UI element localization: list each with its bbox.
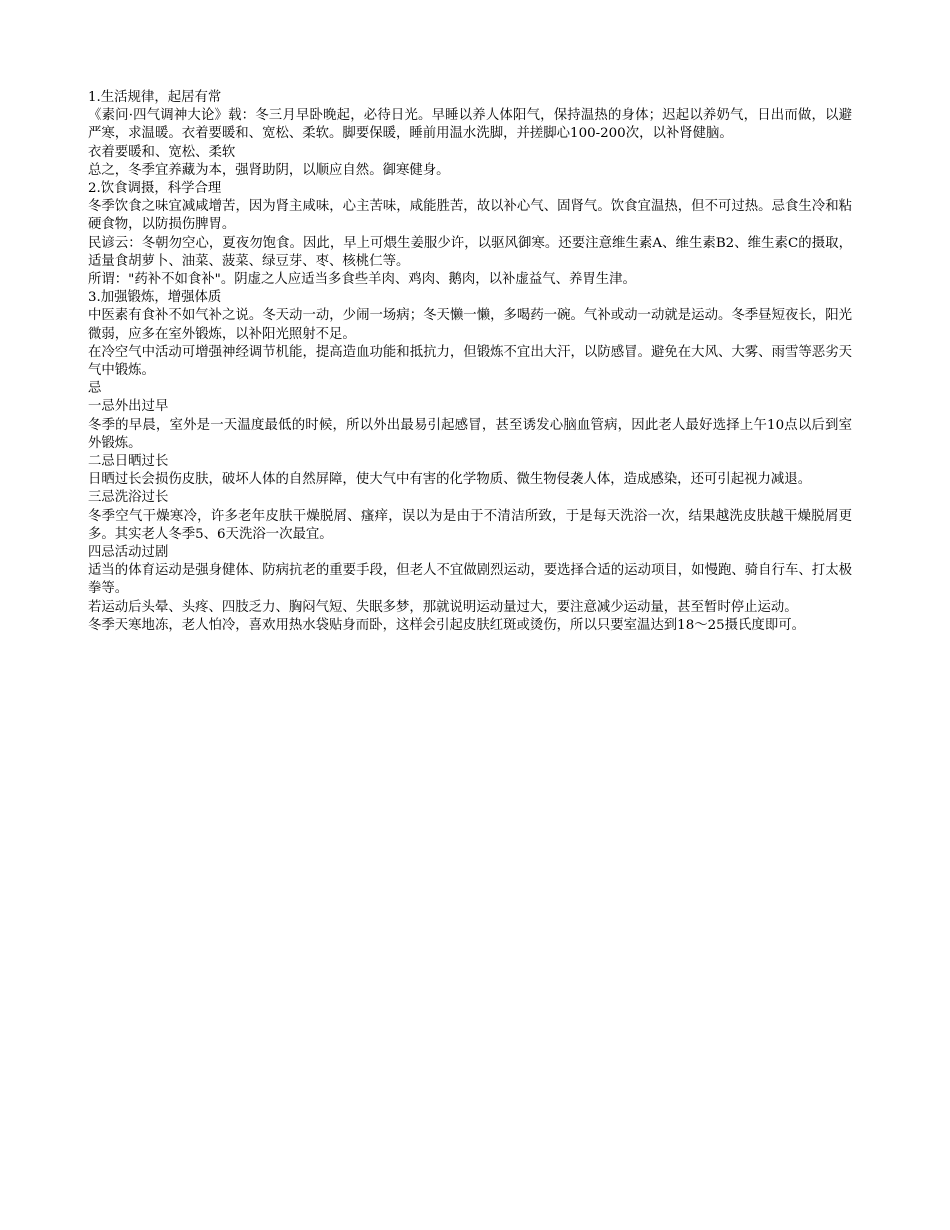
paragraph-taboo-2: 日晒过长会损伤皮肤，破坏人体的自然屏障，使大气中有害的化学物质、微生物侵袭人体，造成感染，还可引起视力减退。 (88, 472, 812, 488)
heading-taboos: 忌 (88, 381, 102, 397)
paragraph-taboo-4b: 若运动后头晕、头疼、四肢乏力、胸闷气短、失眠多梦，那就说明运动量过大，要注意减少运动量，甚至暂时停止运动。 (88, 599, 798, 615)
heading-lifestyle: 1.生活规律，起居有常 (88, 90, 222, 105)
paragraph-taboo-3: 冬季空气干燥寒冷，许多老年皮肤干燥脱屑、瘙痒，误以为是由于不清洁所致，于是每天洗浴一次，结果越洗皮肤越干燥脱屑更多。其实老人冬季5、6天洗浴一次最宜。 (88, 508, 852, 542)
paragraph-hot-water-bag: 冬季天寒地冻，老人怕冷，喜欢用热水袋贴身而卧，这样会引起皮肤红斑或烫伤，所以只要室温达到18～25摄氏度即可。 (88, 617, 805, 633)
heading-taboo-3: 三忌洗浴过长 (88, 490, 169, 506)
paragraph-taboo-1: 冬季的早晨，室外是一天温度最低的时候，所以外出最易引起感冒，甚至诱发心脑血管病，因此老人最好选择上午10点以后到室外锻炼。 (88, 417, 852, 451)
paragraph-proverb: 民谚云：冬朝勿空心，夏夜勿饱食。因此，早上可煨生姜服少许，以驱风御寒。还要注意维生素A、维生素B2、维生素C的摄取，适量食胡萝卜、油菜、菠菜、绿豆芽、枣、核桃仁等。 (88, 235, 852, 269)
paragraph-taboo-4a: 适当的体育运动是强身健体、防病抗老的重要手段，但老人不宜做剧烈运动，要选择合适的运动项目，如慢跑、骑自行车、打太极拳等。 (88, 563, 852, 597)
paragraph-food-tonic: 所谓："药补不如食补"。阴虚之人应适当多食些羊肉、鸡肉、鹅肉，以补虚益气、养胃生津。 (88, 272, 636, 288)
paragraph-clothing: 衣着要暖和、宽松、柔软 (88, 144, 236, 160)
paragraph-suwen: 《素问·四气调神大论》载：冬三月早卧晚起，必待日光。早睡以养人体阳气，保持温热的身体；迟起以养奶气，日出而做，以避严寒，求温暖。衣着要暖和、宽松、柔软。脚要保暖，睡前用温水洗脚，并搓脚心100-200次，以补肾健脑。 (88, 108, 852, 142)
heading-diet: 2.饮食调摄，科学合理 (88, 181, 222, 197)
heading-taboo-2: 二忌日晒过长 (88, 454, 169, 470)
heading-taboo-1: 一忌外出过早 (88, 399, 169, 415)
paragraph-diet-taste: 冬季饮食之味宜减咸增苦，因为肾主咸味，心主苦味，咸能胜苦，故以补心气、固肾气。饮食宜温热，但不可过热。忌食生冷和粘硬食物，以防损伤脾胃。 (88, 199, 852, 233)
paragraph-summary: 总之，冬季宜养藏为本，强肾助阴，以顺应自然。御寒健身。 (88, 162, 450, 178)
document-body (88, 89, 852, 635)
paragraph-qi-tonic: 中医素有食补不如气补之说。冬天动一动，少闹一场病；冬天懒一懒，多喝药一碗。气补或动一动就是运动。冬季昼短夜长，阳光微弱，应多在室外锻炼，以补阳光照射不足。 (88, 308, 852, 342)
heading-exercise: 3.加强锻炼，增强体质 (88, 290, 222, 306)
heading-taboo-4: 四忌活动过剧 (88, 545, 169, 561)
paragraph-cold-air: 在冷空气中活动可增强神经调节机能，提高造血功能和抵抗力，但锻炼不宜出大汗，以防感冒。避免在大风、大雾、雨雪等恶劣天气中锻炼。 (88, 344, 852, 379)
